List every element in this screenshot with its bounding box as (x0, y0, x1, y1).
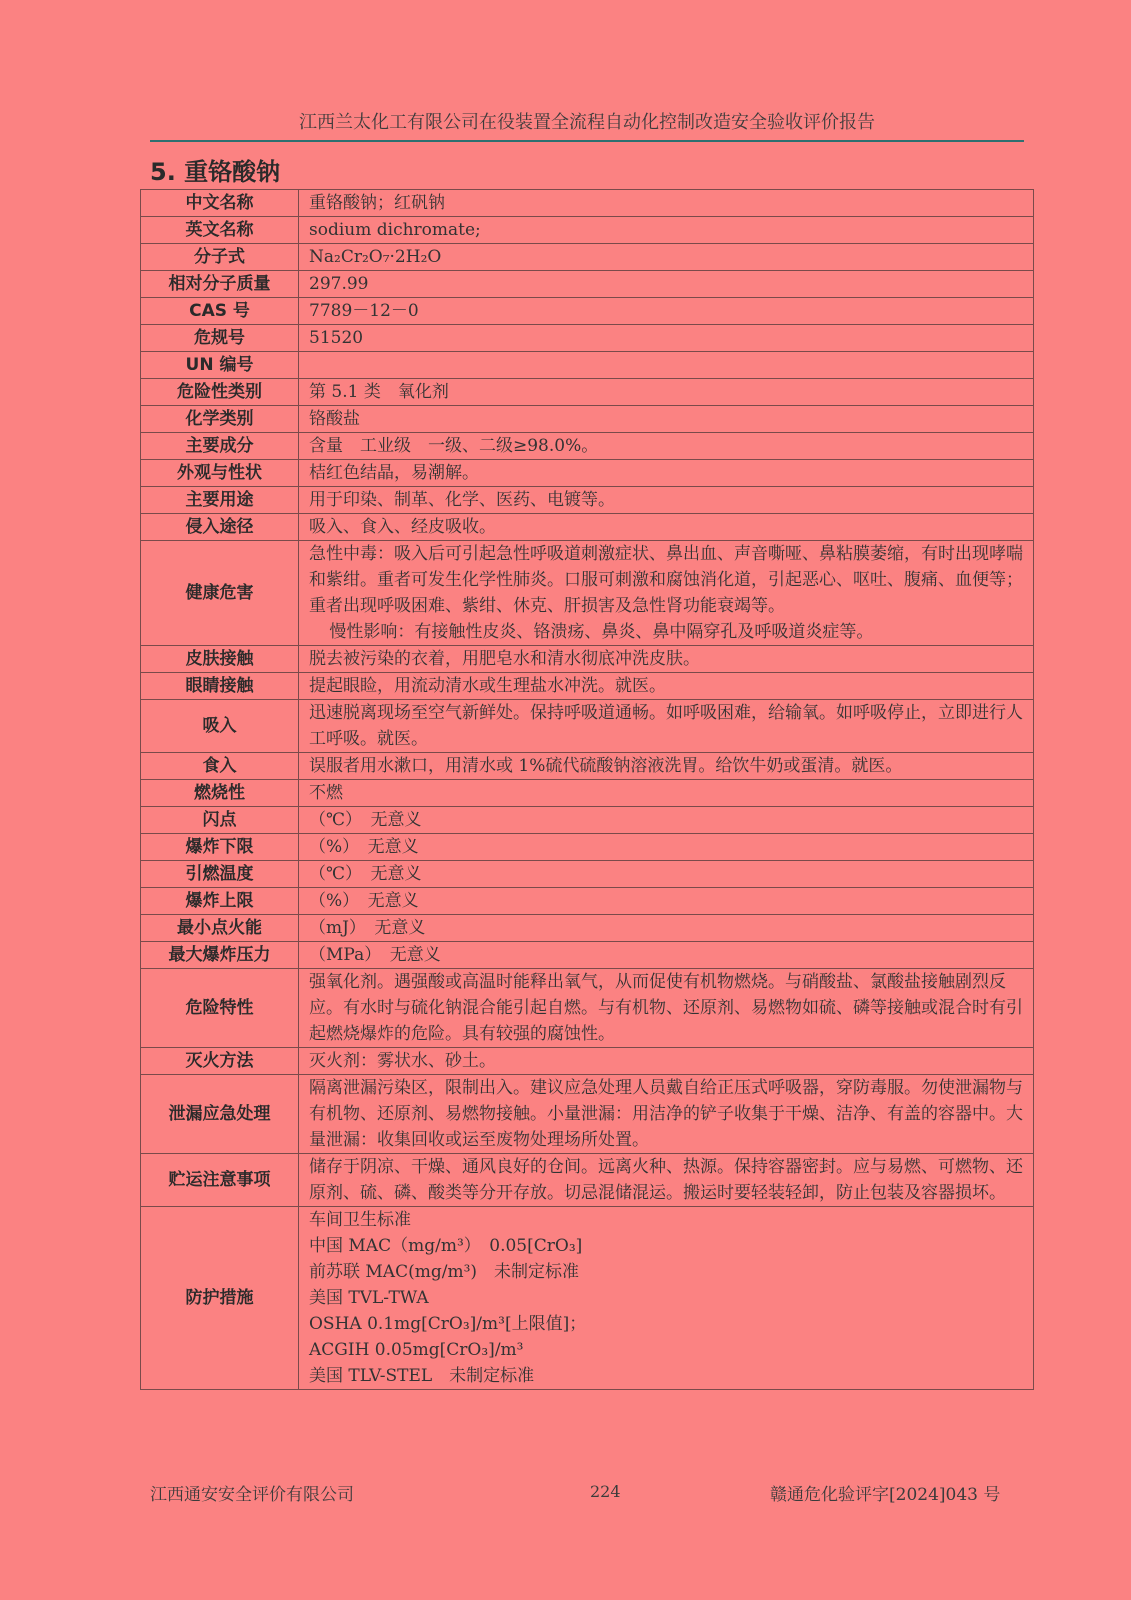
row-label: 中文名称 (141, 190, 299, 217)
row-label: 主要用途 (141, 487, 299, 514)
table-row (141, 1048, 1034, 1075)
row-label: 食入 (141, 753, 299, 780)
table-row (141, 325, 1034, 352)
table-row (141, 514, 1034, 541)
row-value (299, 244, 1034, 271)
row-value-line: （MPa） 无意义 (309, 945, 441, 965)
row-label: 泄漏应急处理 (141, 1075, 299, 1154)
row-value (299, 271, 1034, 298)
page-header: 江西兰太化工有限公司在役装置全流程自动化控制改造安全验收评价报告 (299, 112, 875, 133)
row-label: 灭火方法 (141, 1048, 299, 1075)
table-row (141, 352, 1034, 379)
row-value (299, 888, 1034, 915)
row-value-line: 用于印染、制革、化学、医药、电镀等。 (309, 490, 615, 510)
row-value-line: 灭火剂：雾状水、砂土。 (309, 1051, 496, 1071)
row-value (299, 861, 1034, 888)
row-value (299, 700, 1034, 753)
row-value (299, 1048, 1034, 1075)
row-label: 皮肤接触 (141, 646, 299, 673)
row-value-line: 储存于阴凉、干燥、通风良好的仓间。远离火种、热源。保持容器密封。应与易燃、可燃物、还原剂、硫、磷、酸类等分开存放。切忌混储混运。搬运时要轻装轻卸，防止包装及容器损坏。 (309, 1157, 1023, 1203)
table-row (141, 217, 1034, 244)
row-label: 眼睛接触 (141, 673, 299, 700)
row-label: 外观与性状 (141, 460, 299, 487)
row-value-line: 桔红色结晶，易潮解。 (309, 463, 479, 483)
row-value-line: 隔离泄漏污染区，限制出入。建议应急处理人员戴自给正压式呼吸器，穿防毒服。勿使泄漏物与有机物、还原剂、易燃物接触。小量泄漏：用洁净的铲子收集于干燥、洁净、有盖的容器中。大量泄漏：收集回收或运至废物处理场所处置。 (309, 1078, 1023, 1150)
row-value (299, 352, 1034, 379)
row-value-line: 车间卫生标准 (309, 1210, 411, 1230)
row-value-line: 297.99 (309, 274, 369, 294)
row-value (299, 514, 1034, 541)
table-row (141, 1154, 1034, 1207)
row-label: 侵入途径 (141, 514, 299, 541)
row-label: 闪点 (141, 807, 299, 834)
footer-document-number: 赣通危化验评字[2024]043 号 (770, 1485, 1001, 1505)
row-value-line: 前苏联 MAC(mg/m³) 未制定标准 (309, 1262, 580, 1282)
row-value-line: 误服者用水漱口，用清水或 1%硫代硫酸钠溶液洗胃。给饮牛奶或蛋清。就医。 (309, 756, 903, 776)
table-row (141, 433, 1034, 460)
row-value (299, 379, 1034, 406)
row-value-line: （%） 无意义 (309, 837, 419, 857)
table-row (141, 460, 1034, 487)
row-value-line: 铬酸盐 (309, 409, 360, 429)
row-value (299, 646, 1034, 673)
row-value-line: 脱去被污染的衣着，用肥皂水和清水彻底冲洗皮肤。 (309, 649, 700, 669)
row-value-line: 不燃 (309, 783, 343, 803)
row-value-line: 51520 (309, 328, 364, 348)
table-row (141, 244, 1034, 271)
row-value-line: （℃） 无意义 (309, 864, 422, 884)
row-label: 健康危害 (141, 541, 299, 646)
row-label: 防护措施 (141, 1207, 299, 1390)
table-row (141, 541, 1034, 646)
table-row (141, 379, 1034, 406)
row-value (299, 487, 1034, 514)
row-value-line: 第 5.1 类 氧化剂 (309, 382, 449, 402)
table-row (141, 271, 1034, 298)
row-label: 危险特性 (141, 969, 299, 1048)
section-title: 5. 重铬酸钠 (150, 158, 281, 186)
row-value-line: 强氧化剂。遇强酸或高温时能释出氧气，从而促使有机物燃烧。与硝酸盐、氯酸盐接触剧烈反应。有水时与硫化钠混合能引起自燃。与有机物、还原剂、易燃物如硫、磷等接触或混合时有引起燃烧爆炸的危险。具有较强的腐蚀性。 (309, 972, 1023, 1044)
row-label: 爆炸上限 (141, 888, 299, 915)
row-value-line: 急性中毒：吸入后可引起急性呼吸道刺激症状、鼻出血、声音嘶哑、鼻粘膜萎缩，有时出现哮喘和紫绀。重者可发生化学性肺炎。口服可刺激和腐蚀消化道，引起恶心、呕吐、腹痛、血便等；重者出现呼吸困难、紫绀、休克、肝损害及急性肾功能衰竭等。 (309, 544, 1023, 616)
header-divider (150, 140, 1024, 142)
row-label: 相对分子质量 (141, 271, 299, 298)
row-label: 主要成分 (141, 433, 299, 460)
table-row (141, 861, 1034, 888)
row-value (299, 298, 1034, 325)
row-value-line: 吸入、食入、经皮吸收。 (309, 517, 496, 537)
row-value-line: sodium dichromate; (309, 220, 481, 240)
row-value (299, 780, 1034, 807)
row-value-line: 重铬酸钠；红矾钠 (309, 193, 445, 213)
row-value (299, 325, 1034, 352)
row-label: 危险性类别 (141, 379, 299, 406)
row-value (299, 753, 1034, 780)
row-value-line: 美国 TVL-TWA (309, 1288, 429, 1308)
msds-table (140, 189, 1034, 1390)
row-label: CAS 号 (141, 298, 299, 325)
row-value (299, 541, 1034, 646)
row-value (299, 1154, 1034, 1207)
row-value (299, 915, 1034, 942)
row-value-line: 含量 工业级 一级、二级≥98.0%。 (309, 436, 599, 456)
row-value (299, 673, 1034, 700)
row-value (299, 190, 1034, 217)
row-value (299, 406, 1034, 433)
table-row (141, 834, 1034, 861)
table-row (141, 753, 1034, 780)
row-value-line: （mJ） 无意义 (309, 918, 426, 938)
row-value-line: （%） 无意义 (309, 891, 419, 911)
row-value-line: 提起眼睑，用流动清水或生理盐水冲洗。就医。 (309, 676, 666, 696)
row-value (299, 433, 1034, 460)
row-label: 爆炸下限 (141, 834, 299, 861)
row-label: 英文名称 (141, 217, 299, 244)
row-value-line: 中国 MAC（mg/m³） 0.05[CrO₃] (309, 1236, 583, 1256)
row-value-line: 慢性影响：有接触性皮炎、铬溃疡、鼻炎、鼻中隔穿孔及呼吸道炎症等。 (329, 622, 874, 642)
table-row (141, 700, 1034, 753)
row-value-line: OSHA 0.1mg[CrO₃]/m³[上限值]； (309, 1314, 587, 1334)
row-value-line: Na₂Cr₂O₇·2H₂O (309, 247, 442, 267)
row-label: 最大爆炸压力 (141, 942, 299, 969)
row-value (299, 217, 1034, 244)
row-label: 化学类别 (141, 406, 299, 433)
row-value (299, 1075, 1034, 1154)
row-label: 分子式 (141, 244, 299, 271)
footer-page-number: 224 (590, 1482, 621, 1501)
row-value (299, 834, 1034, 861)
row-label: 引燃温度 (141, 861, 299, 888)
table-row (141, 487, 1034, 514)
table-row (141, 406, 1034, 433)
row-value-line: 迅速脱离现场至空气新鲜处。保持呼吸道通畅。如呼吸困难，给输氧。如呼吸停止，立即进行人工呼吸。就医。 (309, 703, 1023, 749)
row-label: 燃烧性 (141, 780, 299, 807)
row-value-line: 美国 TLV-STEL 未制定标准 (309, 1366, 535, 1386)
table-row (141, 888, 1034, 915)
table-row (141, 969, 1034, 1048)
table-row (141, 942, 1034, 969)
row-label: 贮运注意事项 (141, 1154, 299, 1207)
table-row (141, 298, 1034, 325)
row-label: UN 编号 (141, 352, 299, 379)
row-value (299, 1207, 1034, 1390)
row-value-line: ACGIH 0.05mg[CrO₃]/m³ (309, 1340, 524, 1360)
row-value (299, 460, 1034, 487)
table-row (141, 807, 1034, 834)
table-row (141, 1075, 1034, 1154)
table-row (141, 190, 1034, 217)
footer-company: 江西通安安全评价有限公司 (150, 1485, 354, 1505)
row-value-line: 7789－12－0 (309, 301, 419, 321)
table-row (141, 1207, 1034, 1390)
row-label: 危规号 (141, 325, 299, 352)
row-value (299, 807, 1034, 834)
row-value (299, 942, 1034, 969)
table-row (141, 780, 1034, 807)
row-value-line: （℃） 无意义 (309, 810, 422, 830)
row-value (299, 969, 1034, 1048)
table-row (141, 673, 1034, 700)
table-row (141, 915, 1034, 942)
row-label: 最小点火能 (141, 915, 299, 942)
table-row (141, 646, 1034, 673)
row-label: 吸入 (141, 700, 299, 753)
